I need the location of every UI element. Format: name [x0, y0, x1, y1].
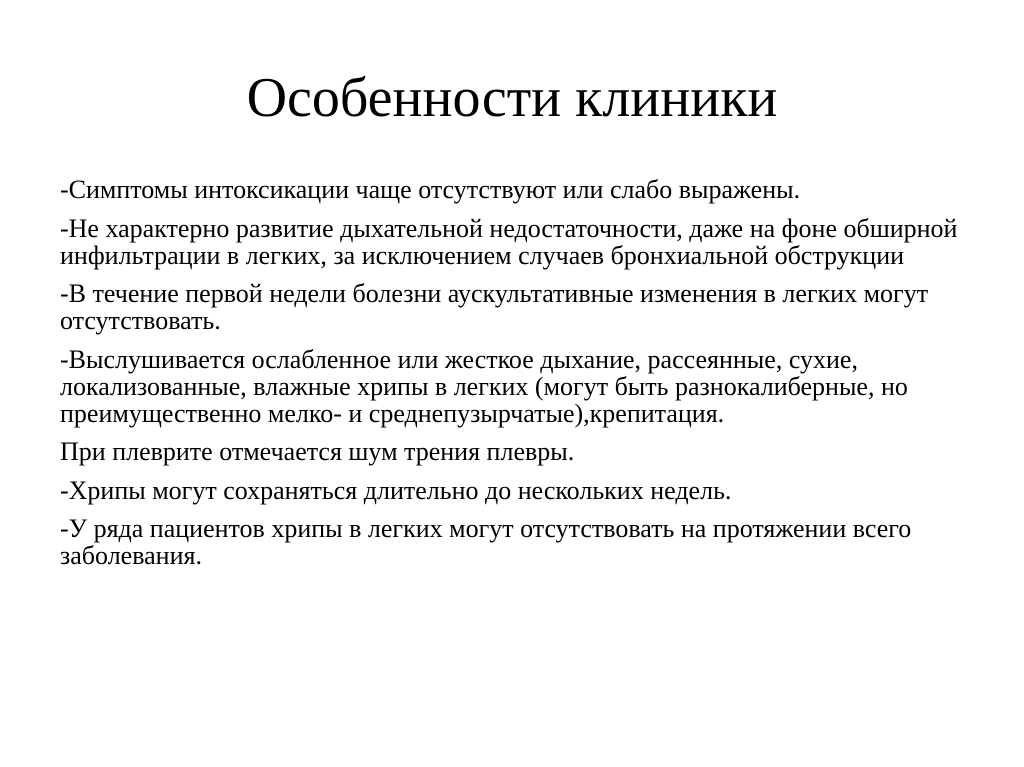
paragraph-auscultation-first-week: -В течение первой недели болезни аускультативные изменения в легких могут отсутствовать. [60, 279, 929, 335]
paragraph-pleurisy: При плеврите отмечается шум трения плевры. [60, 437, 575, 466]
slide-title: Особенности клиники [246, 67, 778, 129]
paragraph-respiratory-failure: -Не характерно развитие дыхательной недостаточности, даже на фоне обширной инфильтрации в легких, за исключением случаев бронхиальной обструкции [60, 213, 958, 270]
paragraph-intoxication: -Симптомы интоксикации чаще отсутствуют или слабо выражены. [60, 175, 801, 204]
paragraph-rales-absent: -У ряда пациентов хрипы в легких могут отсутствовать на протяжении всего заболевания. [60, 514, 912, 570]
paragraph-rales-duration: -Хрипы могут сохраняться длительно до нескольких недель. [60, 475, 732, 505]
paragraph-breathing-rales: -Выслушивается ослабленное или жесткое дыхание, рассеянные, сухие, локализованные, влажные хрипы в легких (могут быть разнокалиберные, но преимущественно мелко- и среднепузырчатые),крепитация. [60, 344, 908, 428]
slide-body [60, 176, 960, 581]
